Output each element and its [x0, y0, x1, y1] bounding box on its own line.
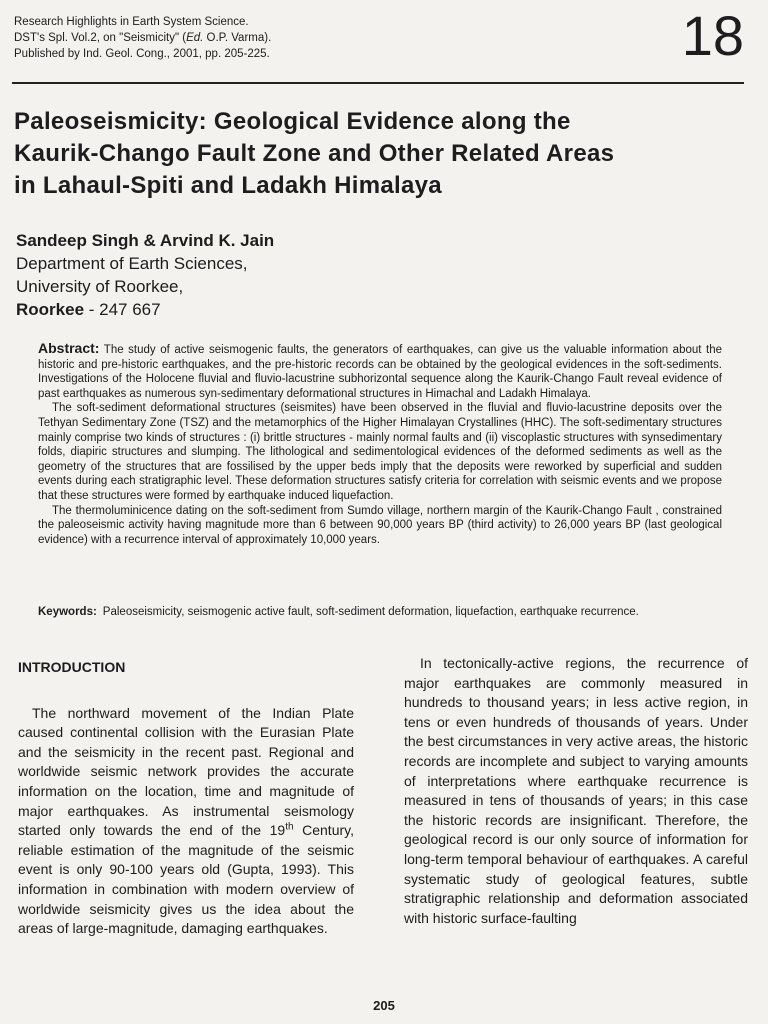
left-column [18, 654, 354, 939]
intro-text-before: The northward movement of the Indian Plate caused continental collision with the Eurasian Plate and the seismicity in the recent past. Regional and worldwide seismic network provides the accurate information on the location, time and magnitude of major earthquakes. As instrumental seismology started only towards the end of the 19 [18, 704, 354, 839]
author-city: Roorkee [16, 300, 85, 319]
author-postcode: - 247 667 [84, 300, 161, 319]
abstract-label: Abstract: [38, 340, 100, 356]
header-editor-abbrev: Ed. [186, 32, 204, 44]
author-names: Sandeep Singh & Arvind K. Jain [16, 231, 275, 250]
intro-text-after: Century, reliable estimation of the magnitude of the seismic event is only 90-100 years old (Gupta, 1993). This information in combination with modern overview of worldwide seismicity gives us the idea about the areas of large-magnitude, damaging earthquakes. [18, 822, 354, 937]
paper-title [14, 106, 754, 202]
introduction-paragraph-1 [18, 704, 354, 939]
author-block [16, 229, 274, 321]
title-line-3: in Lahaul-Spiti and Ladakh Himalaya [14, 172, 442, 199]
header-divider [12, 82, 744, 84]
abstract [38, 341, 722, 547]
header-publisher: Published by Ind. Geol. Cong., 2001, pp. 205-225. [14, 48, 270, 60]
header-volume [14, 30, 344, 46]
introduction-heading: INTRODUCTION [18, 659, 126, 675]
right-column [404, 654, 748, 928]
introduction-paragraph-2: In tectonically-active regions, the recurrence of major earthquakes are commonly measured in hundreds to thousand years; in less active region, in tens or even hundreds of thousands of years. Under the best circumstances in very active areas, the historic records are incomplete and subject to varying amounts of interpretations where earthquake recurrence is measured in tens of thousands of years; in this case the historic records are insignificant. Therefore, the geological record is our only source of information for long-term temporal behaviour of earthquakes. A careful systematic study of geological features, subtle stratigraphic relationship and deformation associated with historic surface-faulting [404, 655, 748, 926]
header-volume-text: DST's Spl. Vol.2, on "Seismicity" ( [14, 32, 187, 44]
publication-header [14, 14, 344, 62]
keywords-label: Keywords: [38, 606, 97, 618]
header-series: Research Highlights in Earth System Science. [14, 16, 249, 28]
page-number: 205 [373, 998, 395, 1013]
intro-superscript: th [285, 821, 294, 833]
title-line-1: Paleoseismicity: Geological Evidence along the [14, 108, 571, 135]
title-line-2: Kaurik-Chango Fault Zone and Other Related Areas [14, 140, 615, 167]
author-department: Department of Earth Sciences, [16, 254, 248, 273]
abstract-paragraph-2: The soft-sediment deformational structures (seismites) have been observed in the fluvial and fluvio-lacustrine deposits over the Tethyan Sedimentary Zone (TSZ) and the metamorphics of the Higher Himalayan Crystallines (HHC). The soft-sedimentary structures mainly comprise two kinds of structures : (i) brittle structures - mainly normal faults and (ii) viscoplastic structures with synsedimentary folds, diapiric structures and slumping. The lithological and sedimentological evidences of the deformed sediments as well as the geometry of the structures that are fossilised by the upper beds imply that the deposits were reworked by superficial and sudden events during each stratigraphic level. These deformation structures satisfy criteria for correlation with seismic events and we propose that these structures were formed by earthquake induced liquefaction. [38, 402, 722, 502]
abstract-paragraph-1 [38, 341, 722, 401]
keywords [38, 604, 722, 620]
abstract-text-1: The study of active seismogenic faults, the generators of earthquakes, can give us the valuable information about the historic and pre-historic earthquakes, and the pre-historic records can be obtained by the geological evidences in the soft-sediments. Investigations of the Holocene fluvial and fluvio-lacustrine subhorizontal sequence along the Kaurik-Chango Fault reveal evidence of past earthquakes as numerous syn-sedimentary deformational structures in Himachal and Ladakh Himalaya. [38, 344, 722, 400]
abstract-paragraph-3: The thermoluminicence dating on the soft-sediment from Sumdo village, northern margin of the Kaurik-Chango Fault , constrained the paleoseismic activity having magnitude more than 6 between 90,000 years BP (third activity) to 26,000 years BP (last geological evidence) with a recurrence interval of approximately 10,000 years. [38, 504, 722, 546]
keywords-text: Paleoseismicity, seismogenic active fault, soft-sediment deformation, liquefaction, earthquake recurrence. [102, 606, 639, 618]
header-editor: O.P. Varma). [203, 32, 272, 44]
author-university: University of Roorkee, [16, 277, 184, 296]
author-address [16, 298, 274, 321]
chapter-number: 18 [681, 4, 744, 67]
